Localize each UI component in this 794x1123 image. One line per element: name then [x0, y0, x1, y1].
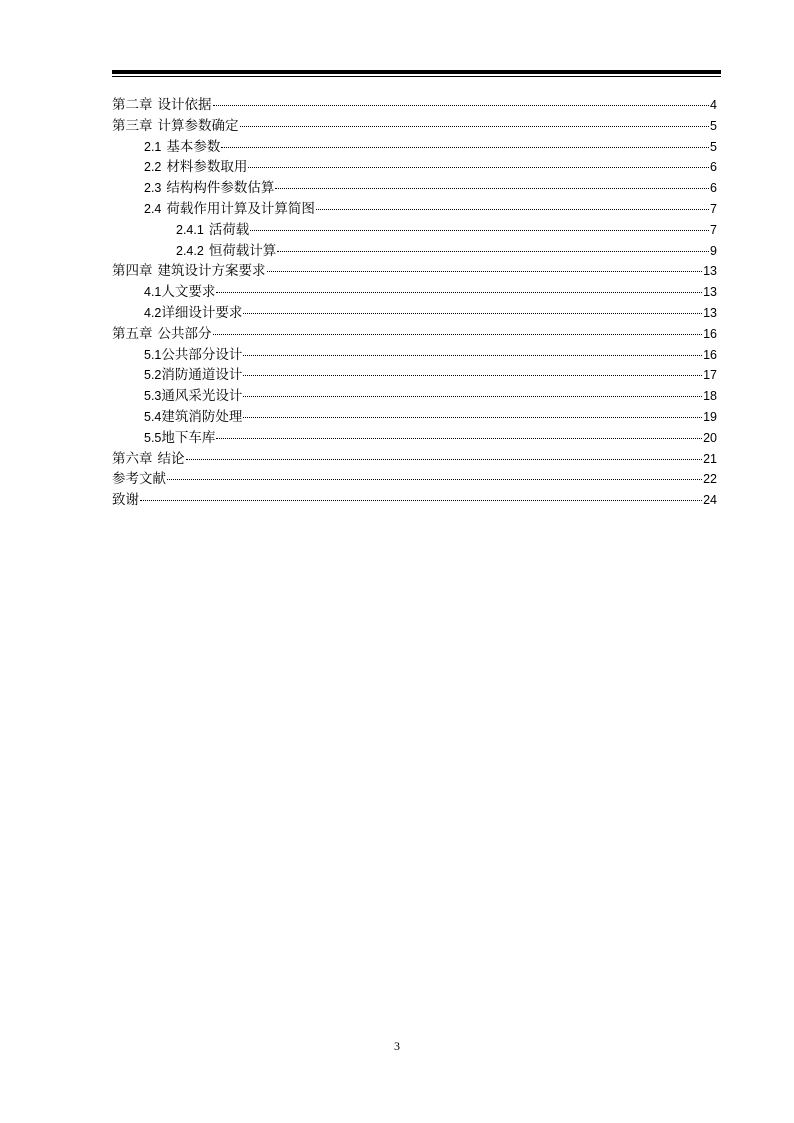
- toc-entry-number: 5.2: [144, 368, 162, 383]
- toc-entry-number: 4.1: [144, 285, 162, 300]
- toc-entry[interactable]: [112, 137, 717, 158]
- toc-entry-page: 13: [703, 264, 717, 279]
- toc-entry-title: 恒荷载计算: [208, 242, 277, 259]
- toc-entry-title: 基本参数: [166, 138, 221, 155]
- toc-entry-page: 7: [710, 222, 717, 237]
- toc-entry-title: 结论: [157, 450, 185, 467]
- toc-dot-leader: [243, 355, 702, 356]
- toc-entry-number: 第三章: [112, 117, 153, 134]
- toc-dot-leader: [216, 438, 702, 439]
- toc-entry-number: 第二章: [112, 97, 153, 113]
- toc-dot-leader: [275, 188, 709, 189]
- toc-entry-title: 计算参数确定: [157, 117, 239, 134]
- toc-entry-title: 公共部分: [157, 325, 212, 342]
- toc-entry-title: 通风采光设计: [161, 388, 243, 405]
- toc-entry[interactable]: [112, 199, 717, 220]
- toc-entry-page: 13: [703, 305, 717, 320]
- toc-entry-page: 16: [703, 347, 717, 362]
- toc-entry[interactable]: [112, 449, 717, 470]
- toc-dot-leader: [213, 334, 703, 335]
- toc-dot-leader: [316, 209, 709, 210]
- toc-entry-title: 设计依据: [157, 97, 212, 113]
- toc-entry[interactable]: [112, 241, 717, 262]
- toc-entry-number: 2.4.1: [176, 222, 204, 237]
- toc-dot-leader: [243, 313, 702, 314]
- page-number: 3: [394, 1039, 400, 1053]
- toc-dot-leader: [140, 500, 702, 501]
- toc-entry-number: 2.1: [144, 139, 162, 154]
- toc-entry-title: 参考文献: [112, 471, 166, 488]
- toc-entry-page: 16: [703, 326, 717, 341]
- toc-dot-leader: [243, 375, 702, 376]
- toc-entry[interactable]: [112, 324, 717, 345]
- toc-entry[interactable]: [112, 95, 717, 116]
- toc-entry-page: 17: [703, 368, 717, 383]
- toc-entry-number: 第五章: [112, 325, 153, 342]
- toc-entry-page: 24: [703, 493, 717, 508]
- toc-entry-page: 5: [710, 118, 717, 133]
- toc-entry-number: 5.5: [144, 430, 162, 445]
- toc-entry[interactable]: [112, 365, 717, 386]
- toc-entry[interactable]: [112, 469, 717, 490]
- toc-entry-page: 7: [710, 201, 717, 216]
- toc-entry-page: 21: [703, 451, 717, 466]
- toc-entry-page: 6: [710, 160, 717, 175]
- toc-entry[interactable]: [112, 261, 717, 282]
- toc-entry[interactable]: [112, 428, 717, 449]
- header-rule-thin: [112, 76, 721, 77]
- toc-entry-number: 5.1: [144, 347, 162, 362]
- toc-entry[interactable]: [112, 345, 717, 366]
- toc-entry-number: 2.3: [144, 181, 162, 196]
- toc-entry[interactable]: [112, 220, 717, 241]
- toc-dot-leader: [167, 479, 702, 480]
- toc-dot-leader: [240, 126, 710, 127]
- toc-dot-leader: [248, 167, 709, 168]
- toc-entry-number: 第六章: [112, 450, 153, 467]
- toc-dot-leader: [243, 396, 702, 397]
- toc-entry-title: 详细设计要求: [161, 304, 243, 321]
- toc-entry-page: 5: [710, 139, 717, 154]
- toc-entry[interactable]: [112, 157, 717, 178]
- toc-dot-leader: [186, 459, 703, 460]
- toc-entry[interactable]: [112, 407, 717, 428]
- toc-entry-number: 4.2: [144, 305, 162, 320]
- toc-entry[interactable]: [112, 303, 717, 324]
- toc-entry-title: 材料参数取用: [166, 159, 248, 176]
- toc-entry-title: 消防通道设计: [161, 367, 243, 384]
- toc-entry[interactable]: [112, 386, 717, 407]
- toc-dot-leader: [243, 417, 702, 418]
- toc-dot-leader: [250, 230, 709, 231]
- toc-entry-title: 活荷载: [208, 221, 250, 238]
- toc-entry-number: 第四章: [112, 263, 153, 280]
- toc-entry-title: 结构构件参数估算: [166, 180, 275, 197]
- toc-entry-number: 5.4: [144, 409, 162, 424]
- toc-entry-page: 13: [703, 285, 717, 300]
- toc-entry[interactable]: [112, 490, 717, 511]
- toc-entry-page: 6: [710, 181, 717, 196]
- toc-entry-title: 建筑设计方案要求: [157, 263, 266, 280]
- toc-entry-number: 2.2: [144, 160, 162, 175]
- toc-entry-page: 22: [703, 472, 717, 487]
- toc-dot-leader: [267, 271, 703, 272]
- toc-entry-page: 4: [710, 98, 717, 112]
- toc-dot-leader: [277, 251, 709, 252]
- toc-dot-leader: [213, 105, 710, 106]
- table-of-contents: [112, 95, 717, 511]
- toc-entry-page: 9: [710, 243, 717, 258]
- toc-entry[interactable]: [112, 282, 717, 303]
- toc-entry-title: 人文要求: [161, 284, 216, 301]
- toc-entry-title: 致谢: [112, 492, 139, 509]
- toc-entry-number: 5.3: [144, 389, 162, 404]
- toc-entry[interactable]: [112, 116, 717, 137]
- toc-entry-page: 19: [703, 409, 717, 424]
- toc-entry-number: 2.4: [144, 201, 162, 216]
- toc-entry-title: 公共部分设计: [161, 346, 243, 363]
- toc-entry-title: 荷载作用计算及计算简图: [166, 200, 315, 217]
- toc-entry-number: 2.4.2: [176, 243, 204, 258]
- toc-entry-title: 建筑消防处理: [161, 408, 243, 425]
- toc-entry-page: 20: [703, 430, 717, 445]
- toc-entry[interactable]: [112, 178, 717, 199]
- toc-entry-title: 地下车库: [161, 429, 216, 446]
- toc-entry-page: 18: [703, 389, 717, 404]
- toc-dot-leader: [221, 147, 709, 148]
- toc-dot-leader: [216, 292, 702, 293]
- header-rule-thick: [112, 70, 721, 74]
